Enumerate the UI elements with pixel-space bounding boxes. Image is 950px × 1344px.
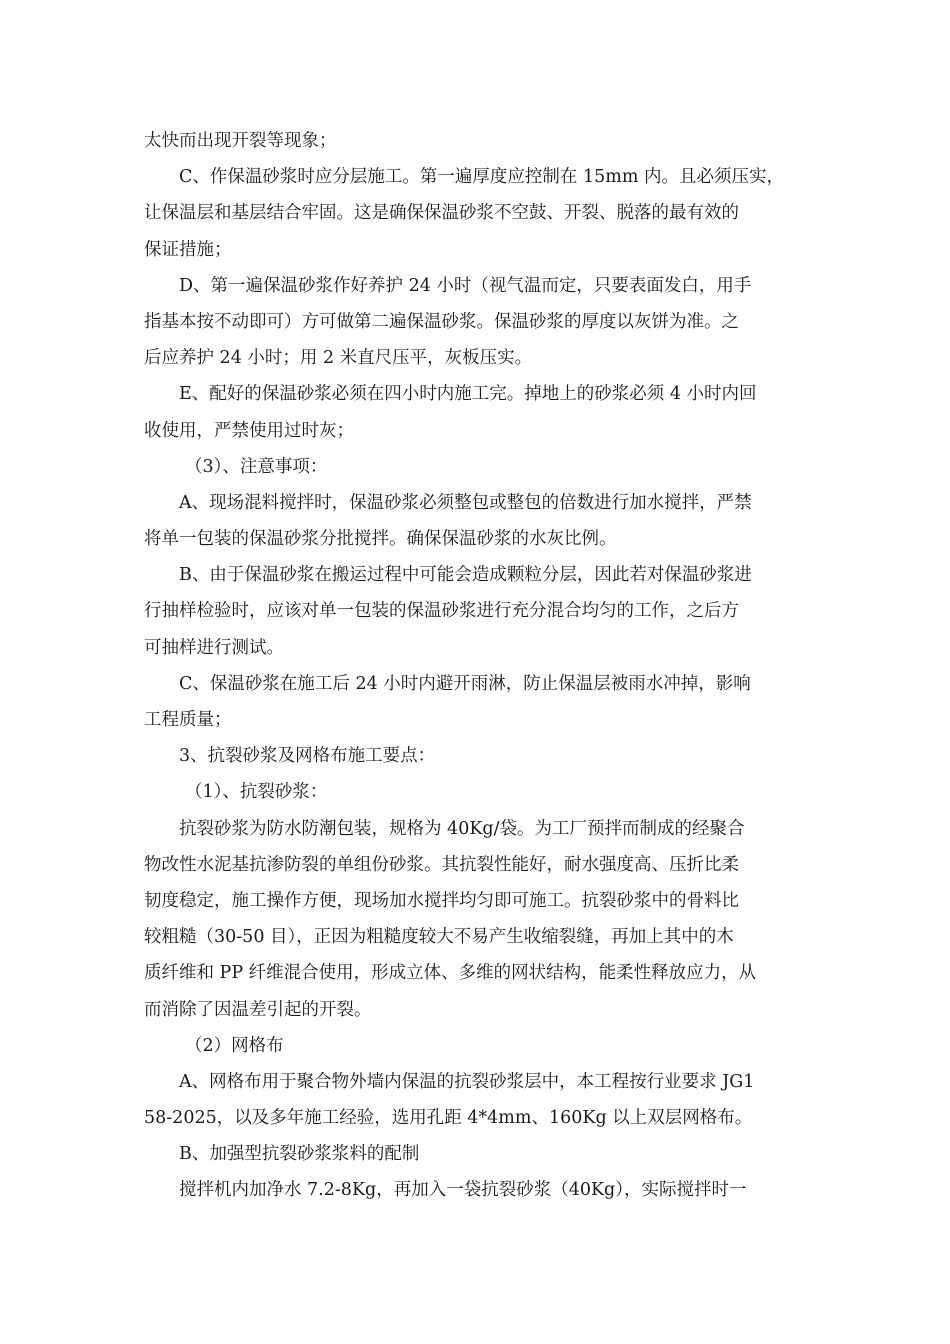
document-body [144, 123, 816, 1209]
text-line: （3）、注意事项： [185, 456, 328, 477]
text-line: 让保温层和基层结合牢固。这是确保保温砂浆不空鼓、开裂、脱落的最有效的 [144, 203, 739, 224]
text-line: 物改性水泥基抗渗防裂的单组份砂浆。其抗裂性能好，耐水强度高、压折比柔 [144, 854, 739, 875]
text-line: 而消除了因温差引起的开裂。 [144, 999, 372, 1020]
text-line: （2）网格布 [185, 1035, 284, 1056]
text-line: 质纤维和 PP 纤维混合使用，形成立体、多维的网状结构，能柔性释放应力，从 [144, 963, 757, 984]
text-line: B、加强型抗裂砂浆浆料的配制 [179, 1144, 420, 1165]
text-line: 保证措施； [144, 239, 232, 260]
text-line: 可抽样进行测试。 [144, 637, 284, 658]
text-line: A、现场混料搅拌时，保温砂浆必须整包或整包的倍数进行加水搅拌，严禁 [179, 492, 752, 513]
text-line: 搅拌机内加净水 7.2-8Kg，再加入一袋抗裂砂浆（40Kg），实际搅拌时一 [179, 1180, 747, 1201]
text-line: C、作保温砂浆时应分层施工。第一遍厚度应控制在 15mm 内。且必须压实， [179, 167, 784, 188]
text-line: 较粗糙（30-50 目），正因为粗糙度较大不易产生收缩裂缝，再加上其中的木 [144, 927, 734, 948]
text-line: 韧度稳定，施工操作方便，现场加水搅拌均匀即可施工。抗裂砂浆中的骨料比 [144, 890, 739, 911]
text-line: 抗裂砂浆为防水防潮包装，规格为 40Kg/袋。为工厂预拌而制成的经聚合 [179, 818, 745, 839]
text-line: 58-2025，以及多年施工经验，选用孔距 4*4mm、160Kg 以上双层网格布。 [144, 1108, 753, 1129]
text-line: 后应养护 24 小时；用 2 米直尺压平，灰板压实。 [144, 348, 533, 369]
text-line: 工程质量； [144, 710, 232, 730]
text-line: E、配好的保温砂浆必须在四小时内施工完。掉地上的砂浆必须 4 小时内回 [179, 384, 757, 405]
text-line: 行抽样检验时，应该对单一包装的保温砂浆进行充分混合均匀的工作，之后方 [144, 601, 739, 622]
text-line: C、保温砂浆在施工后 24 小时内避开雨淋，防止保温层被雨水冲掉，影响 [179, 673, 751, 694]
text-line: A、网格布用于聚合物外墙内保温的抗裂砂浆层中，本工程按行业要求 JG1 [179, 1071, 755, 1092]
text-line: D、第一遍保温砂浆作好养护 24 小时（视气温而定，只要表面发白，用手 [179, 275, 752, 296]
text-line: 指基本按不动即可）方可做第二遍保温砂浆。保温砂浆的厚度以灰饼为准。之 [144, 311, 739, 332]
text-line: （1）、抗裂砂浆： [185, 782, 328, 803]
text-line: B、由于保温砂浆在搬运过程中可能会造成颗粒分层，因此若对保温砂浆进 [179, 565, 752, 586]
text-line: 3、抗裂砂浆及网格布施工要点： [179, 746, 436, 767]
text-line: 将单一包装的保温砂浆分批搅拌。确保保温砂浆的水灰比例。 [144, 529, 617, 550]
text-line: 太快而出现开裂等现象； [144, 131, 337, 151]
text-line: 收使用，严禁使用过时灰； [144, 420, 354, 441]
